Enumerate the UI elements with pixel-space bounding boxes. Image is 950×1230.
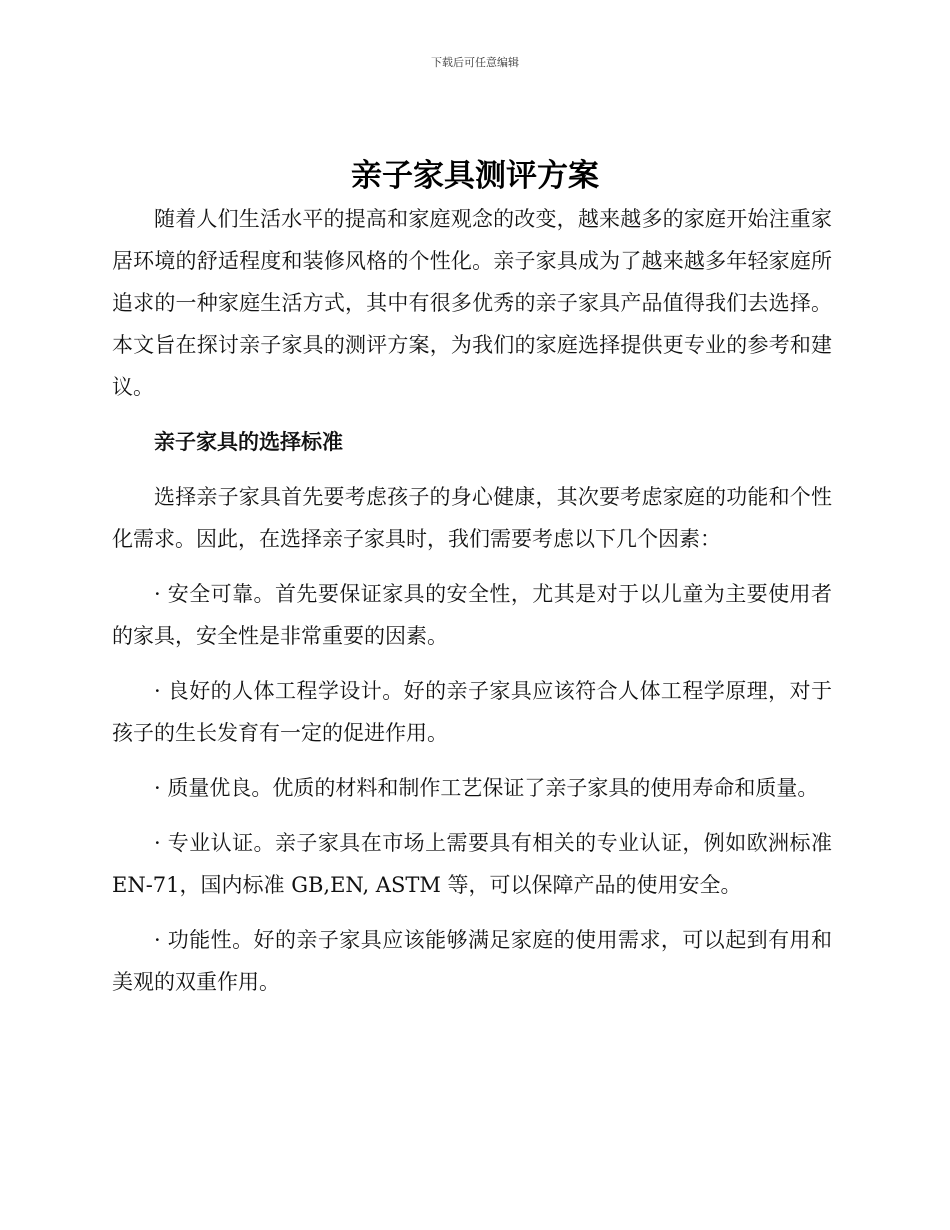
criterion-functionality: · 功能性。好的亲子家具应该能够满足家庭的使用需求，可以起到有用和美观的双重作用。 xyxy=(112,928,832,994)
section-intro-paragraph: 选择亲子家具首先要考虑孩子的身心健康，其次要考虑家庭的功能和个性化需求。因此，在选择亲子家具时，我们需要考虑以下几个因素： xyxy=(112,485,832,551)
section-heading: 亲子家具的选择标准 xyxy=(154,430,343,454)
intro-paragraph: 随着人们生活水平的提高和家庭观念的改变，越来越多的家庭开始注重家居环境的舒适程度和装修风格的个性化。亲子家具成为了越来越多年轻家庭所追求的一种家庭生活方式，其中有很多优秀的亲子家具产品值得我们去选择。本文旨在探讨亲子家具的测评方案，为我们的家庭选择提供更专业的参考和建议。 xyxy=(112,207,832,399)
document-body xyxy=(112,198,832,1003)
criterion-safety: · 安全可靠。首先要保证家具的安全性，尤其是对于以儿童为主要使用者的家具，安全性是非常重要的因素。 xyxy=(112,582,832,648)
document-title: 亲子家具测评方案 xyxy=(351,158,599,194)
criterion-certification: · 专业认证。亲子家具在市场上需要具有相关的专业认证，例如欧洲标准 EN-71，国内标准 GB,EN, ASTM 等，可以保障产品的使用安全。 xyxy=(112,831,832,897)
header-note: 下载后可任意编辑 xyxy=(431,56,519,69)
criterion-ergonomics: · 良好的人体工程学设计。好的亲子家具应该符合人体工程学原理，对于孩子的生长发育有一定的促进作用。 xyxy=(112,679,832,745)
criterion-quality: · 质量优良。优质的材料和制作工艺保证了亲子家具的使用寿命和质量。 xyxy=(154,776,819,800)
